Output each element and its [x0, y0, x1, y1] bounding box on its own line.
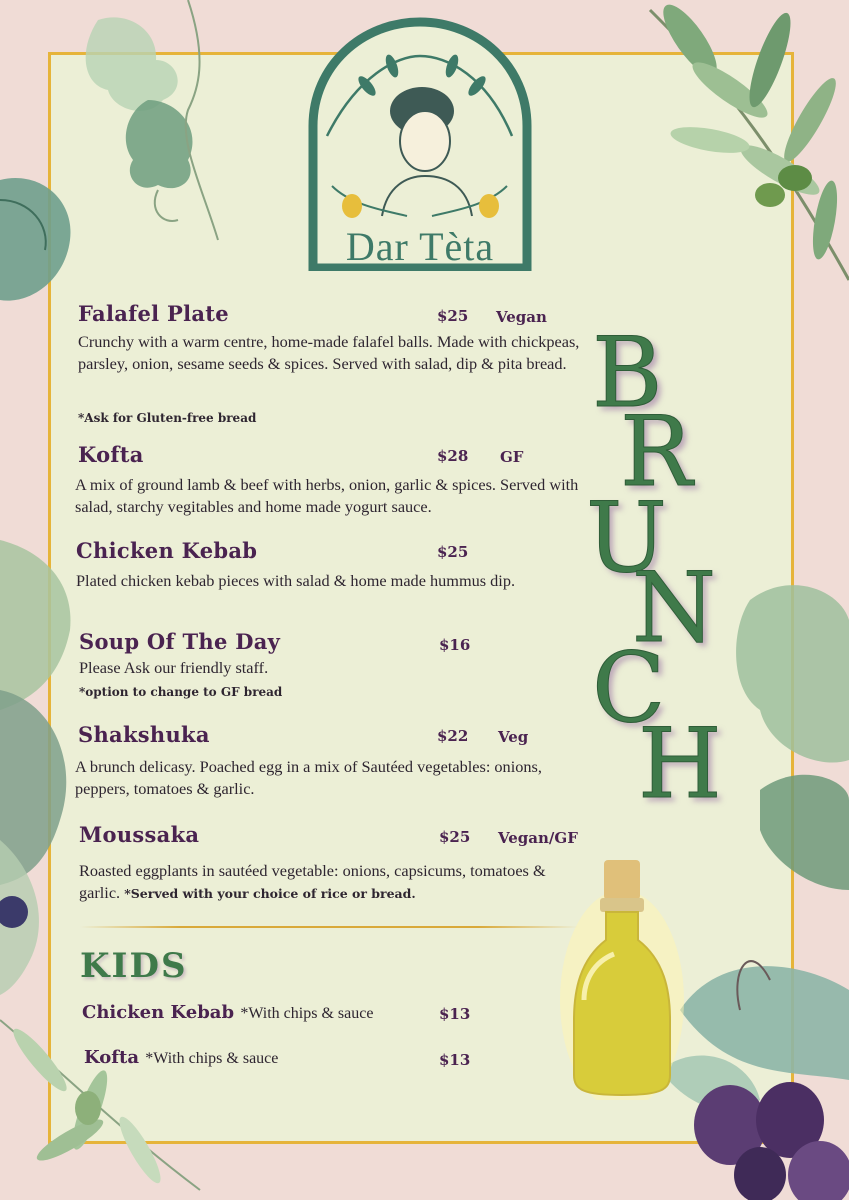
item-tag: Vegan: [496, 308, 547, 326]
item-price: $22: [437, 727, 469, 745]
logo-title: Dar Tèta: [345, 224, 495, 269]
item-description: Please Ask our friendly staff.: [79, 658, 269, 677]
item-note: *option to change to GF bread: [79, 685, 283, 699]
side-title-letter: R: [620, 396, 693, 508]
item-note: *Served with your choice of rice or bread.: [124, 886, 416, 901]
kids-item-price: $13: [439, 1005, 471, 1023]
item-description: [79, 860, 589, 905]
item-price: $16: [439, 636, 471, 654]
item-description: Plated chicken kebab pieces with salad & home made hummus dip.: [76, 571, 516, 590]
kids-item-title: Chicken Kebab: [82, 1002, 235, 1023]
item-name: Moussaka: [79, 822, 200, 847]
item-price: $25: [437, 543, 469, 561]
kids-item-suffix: *With chips & sauce: [240, 1005, 374, 1022]
side-title-letter: C: [592, 632, 666, 744]
olive-branch-top-right-decoration: [620, 0, 849, 320]
item-name: Soup Of The Day: [79, 629, 281, 654]
item-tag: GF: [500, 448, 524, 466]
item-name: Chicken Kebab: [76, 538, 258, 563]
item-price: $28: [437, 447, 469, 465]
kids-item-suffix: *With chips & sauce: [145, 1050, 279, 1067]
item-description: A mix of ground lamb & beef with herbs, onion, garlic & spices. Served with salad, starchy vegitables and home made yogurt sauce.: [75, 475, 579, 516]
kids-item-price: $13: [439, 1051, 471, 1069]
item-tag: Vegan/GF: [498, 829, 578, 847]
item-note: *Ask for Gluten-free bread: [78, 411, 257, 425]
kids-section-title: KIDS: [80, 946, 188, 986]
kids-item-name: [84, 1047, 278, 1068]
artichoke-leaf-left-decoration: [0, 170, 80, 310]
side-title-letter: B: [592, 317, 663, 429]
grape-leaf-right-decoration: [730, 560, 849, 900]
item-description-text: Roasted eggplants in sautéed vegetable: onions, capsicums, tomatoes & garlic.: [79, 861, 546, 902]
side-title-letter: N: [632, 552, 716, 664]
item-name: Kofta: [78, 442, 144, 467]
item-name: Shakshuka: [78, 722, 210, 747]
item-description: A brunch delicasy. Poached egg in a mix of Sautéed vegetables: onions, peppers, tomatoes & garlic.: [75, 757, 542, 798]
item-tag: Veg: [498, 728, 529, 746]
item-price: $25: [439, 828, 471, 846]
item-price: $25: [437, 307, 469, 325]
item-description: Crunchy with a warm centre, home-made falafel balls. Made with chickpeas, parsley, onion, sesame seeds & spices. Served with salad, dip & pita bread.: [78, 332, 580, 373]
kids-item-title: Kofta: [84, 1047, 139, 1068]
dar-teta-logo: [307, 16, 533, 271]
section-divider: [80, 926, 578, 928]
side-title-letter: H: [638, 708, 722, 820]
side-title-letter: U: [586, 482, 667, 594]
item-name: Falafel Plate: [78, 301, 229, 326]
kids-item-name: [82, 1002, 373, 1023]
leaves-left-middle-decoration: [0, 540, 80, 1000]
